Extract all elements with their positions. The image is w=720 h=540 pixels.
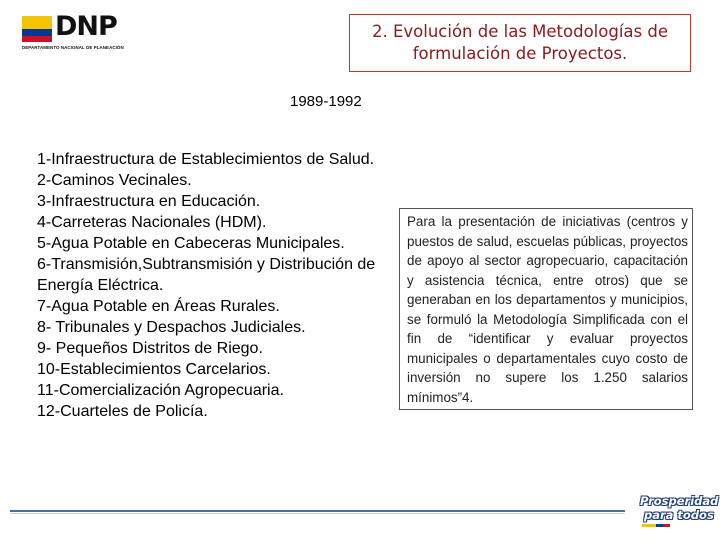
list-item: 3-Infraestructura en Educación. [37,193,261,210]
list-item: 7-Agua Potable en Áreas Rurales. [37,298,280,315]
list-item: 11-Comercialización Agropecuaria. [37,382,284,399]
flag-red-stripe [22,36,52,43]
footer-flag-blue [656,524,663,527]
colombia-flag-icon [22,16,52,42]
logo-subtitle: DEPARTAMENTO NACIONAL DE PLANEACIÓN [22,45,124,50]
footer-divider [10,510,625,512]
footer-flag-yellow [642,524,656,527]
slide-title-line-2: formulación de Proyectos. [412,44,628,63]
list-item: 4-Carreteras Nacionales (HDM). [37,214,267,231]
period-label: 1989-1992 [290,93,362,110]
list-item: 2-Caminos Vecinales. [37,172,192,189]
list-item: 5-Agua Potable en Cabeceras Municipales. [37,235,345,252]
footer-flag-red [663,524,670,527]
list-item: 6-Transmisión,Subtransmisión y Distribución de Energía Eléctrica. [37,256,376,294]
list-item: 1-Infraestructura de Establecimientos de Salud. [37,151,375,168]
dnp-logo [22,11,134,52]
footer-divider-light [10,513,625,514]
logo-text: DNP [55,11,117,42]
methodology-note: Para la presentación de iniciativas (centros y puestos de salud, escuelas públicas, proyectos de apoyo al sector agropecuario, capacitación y asistencia técnica, entre otros) que se generaban en los departamentos y municipios, se formuló la Metodología Simplificada con el fin de “identificar y evaluar proyectos municipales o departamentales cuyo costo de inversión no supere los 1.250 salarios mínimos”4. [399,208,693,410]
slide-title [349,14,691,72]
slide-title-line-1: 2. Evolución de las Metodologías de [371,22,668,41]
flag-yellow-stripe [22,16,52,29]
prosperidad-logo [640,494,719,528]
footer-logo-line-2: para todos [644,508,714,522]
list-item: 12-Cuarteles de Policía. [37,403,208,420]
project-type-list [37,149,377,422]
list-item: 8- Tribunales y Despachos Judiciales. [37,319,306,336]
list-item: 10-Establecimientos Carcelarios. [37,361,271,378]
list-item: 9- Pequeños Distritos de Riego. [37,340,263,357]
footer-logo-line-1: Prosperidad [640,494,719,508]
